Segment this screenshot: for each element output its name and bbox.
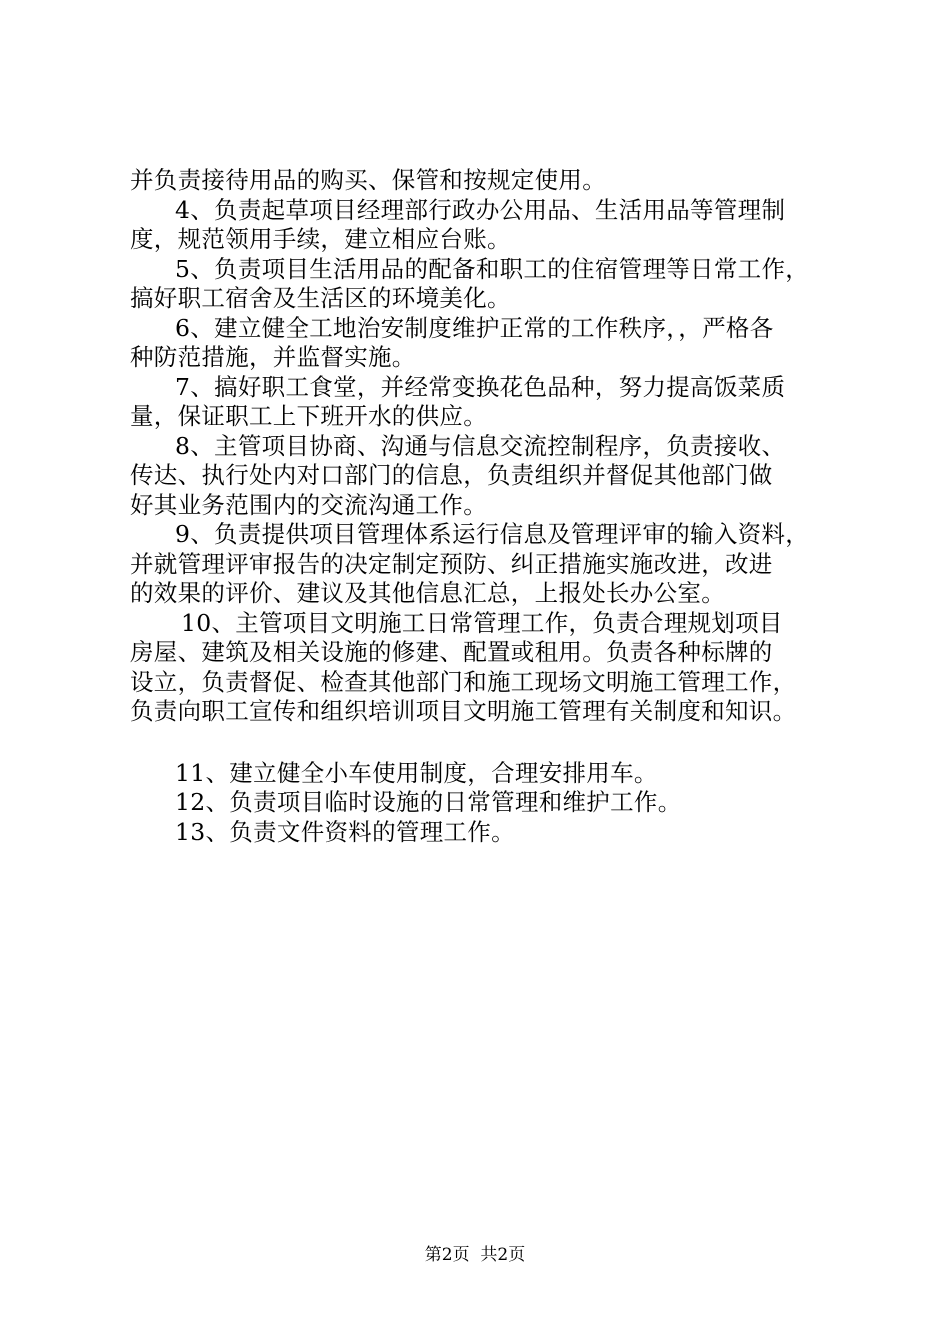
list-item-10: 10、主管项目文明施工日常管理工作，负责合理规划项目 xyxy=(181,608,783,637)
list-item-11: 11、建立健全小车使用制度，合理安排用车。 xyxy=(175,758,658,787)
text-line: 好其业务范围内的交流沟通工作。 xyxy=(130,490,487,519)
list-item-13: 13、负责文件资料的管理工作。 xyxy=(175,817,515,846)
text-line: 种防范措施，并监督实施。 xyxy=(130,343,416,371)
list-item-8: 8、主管项目协商、沟通与信息交流控制程序，负责接收、 xyxy=(175,431,786,460)
text-line: 负责向职工宣传和组织培训项目文明施工管理有关制度和知识。 xyxy=(130,697,797,725)
list-item-12: 12、负责项目临时设施的日常管理和维护工作。 xyxy=(175,788,682,816)
page-number: 第2页 共2页 xyxy=(424,1245,526,1265)
text-line: 的效果的评价、建议及其他信息汇总，上报处长办公室。 xyxy=(130,579,725,607)
list-item-4: 4、负责起草项目经理部行政办公用品、生活用品等管理制 xyxy=(175,195,786,224)
page-footer xyxy=(0,1244,950,1266)
text-line: 搞好职工宿舍及生活区的环境美化。 xyxy=(130,284,511,312)
text-line: 设立，负责督促、检查其他部门和施工现场文明施工管理工作， xyxy=(130,667,797,696)
list-item-6: 6、建立健全工地治安制度维护正常的工作秩序，，严格各 xyxy=(175,313,774,342)
list-item-9: 9、负责提供项目管理体系运行信息及管理评审的输入资料， xyxy=(175,520,810,548)
text-line: 度，规范领用手续，建立相应台账。 xyxy=(130,225,511,253)
text-line: 并负责接待用品的购买、保管和按规定使用。 xyxy=(130,166,606,194)
text-line: 传达、执行处内对口部门的信息，负责组织并督促其他部门做 xyxy=(130,461,773,489)
text-line: 量，保证职工上下班开水的供应。 xyxy=(130,402,487,430)
text-line: 并就管理评审报告的决定制定预防、纠正措施实施改进，改进 xyxy=(130,549,773,578)
list-item-7: 7、搞好职工食堂，并经常变换花色品种，努力提高饭菜质 xyxy=(175,372,786,401)
paragraph-gap xyxy=(130,727,830,759)
text-line: 房屋、建筑及相关设施的修建、配置或租用。负责各种标牌的 xyxy=(130,638,773,666)
document-body xyxy=(130,166,830,847)
list-item-5: 5、负责项目生活用品的配备和职工的住宿管理等日常工作， xyxy=(175,254,810,283)
